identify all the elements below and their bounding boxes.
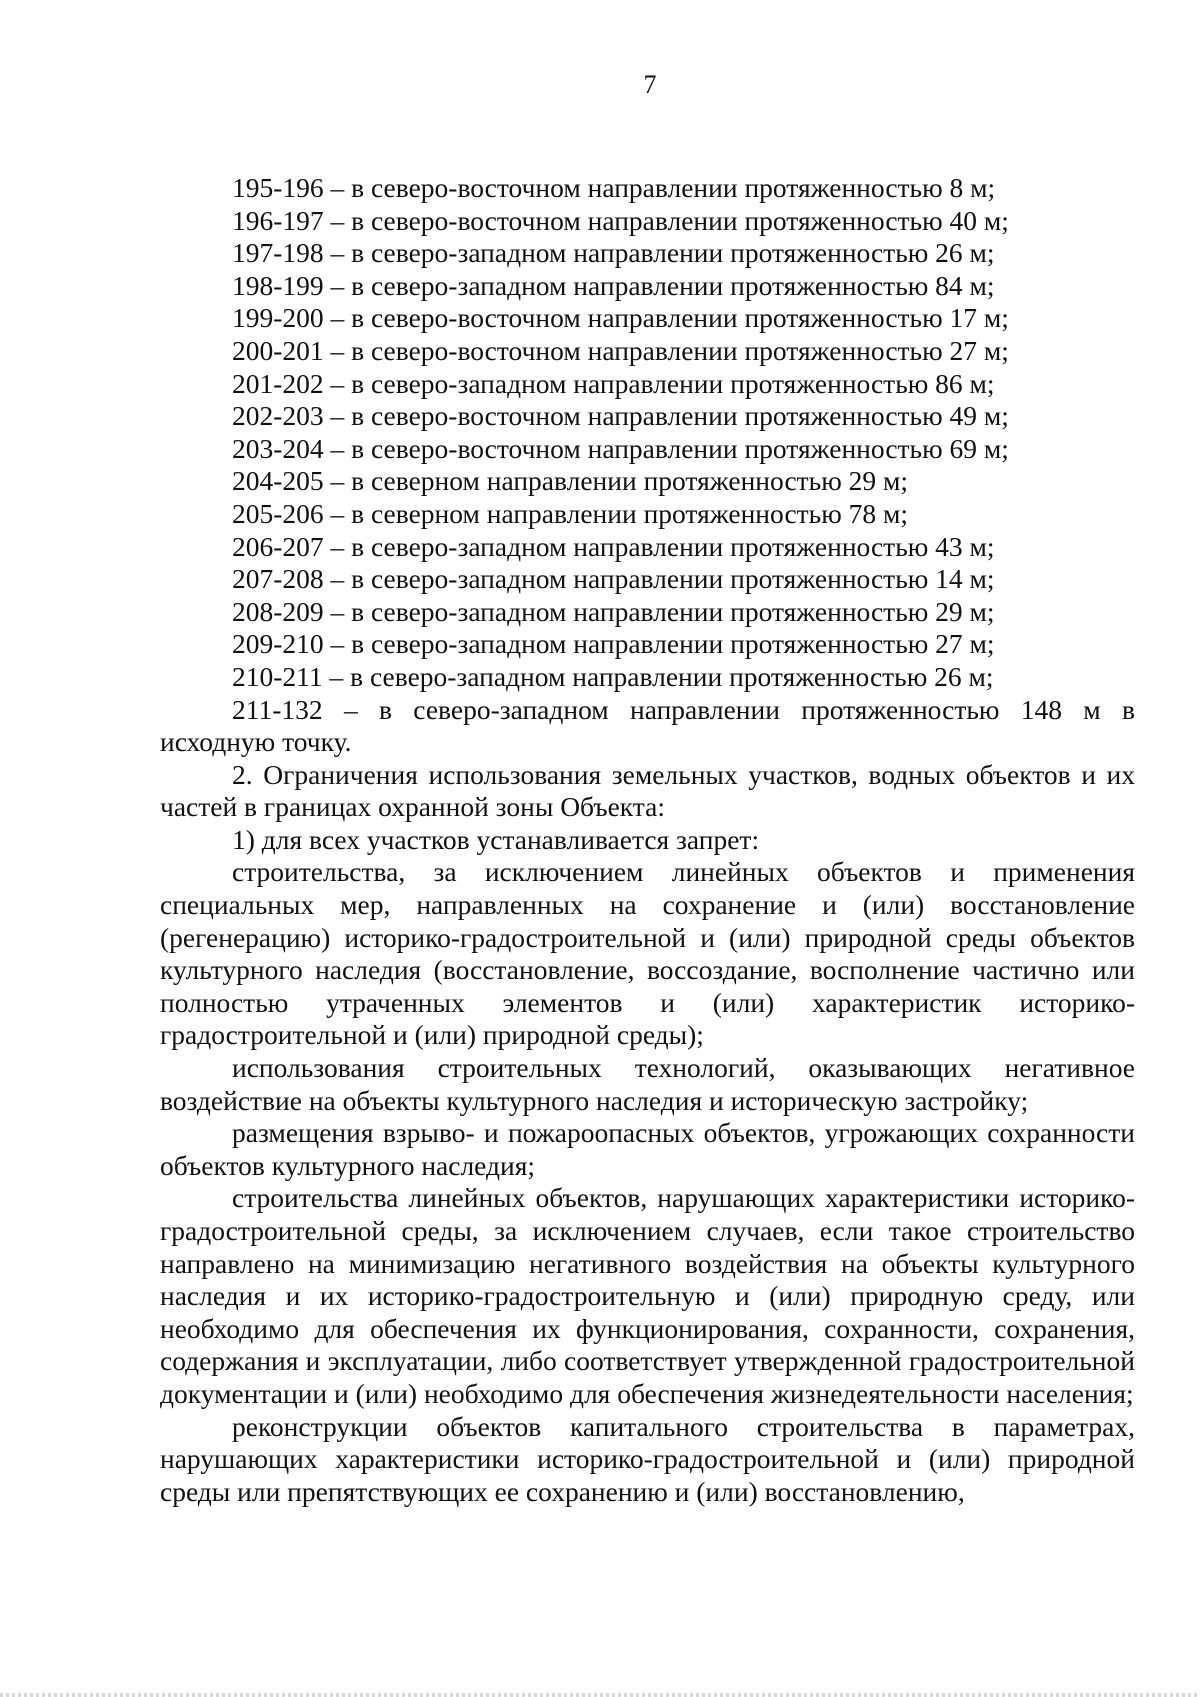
restriction-paragraph: строительства линейных объектов, нарушающих характеристики историко-градостроительной среды, за исключением случаев, если такое строительство направлено на минимизацию негативного воздействия на объекты культурного наследия и их историко-градостроительную и (или) природную среду, или необходимо для обеспечения их функционирования, сохранности, сохранения, содержания и эксплуатации, либо соответствует утвержденной градостроительной документации и (или) необходимо для обеспечения жизнедеятельности населения;	[160, 1182, 1135, 1409]
segment-line: 207-208 – в северо-западном направлении протяженностью 14 м;	[232, 563, 995, 595]
segment-line: 197-198 – в северо-западном направлении протяженностью 26 м;	[232, 237, 995, 269]
scan-bottom-edge	[0, 1693, 1200, 1697]
segment-line: 196-197 – в северо-восточном направлении протяженностью 40 м;	[232, 204, 1009, 236]
page-number: 7	[643, 70, 657, 99]
segment-line: 201-202 – в северо-западном направлении протяженностью 86 м;	[232, 367, 995, 399]
segment-line: 206-207 – в северо-западном направлении протяженностью 43 м;	[232, 530, 995, 562]
section-2-heading-paragraph: 2. Ограничения использования земельных участков, водных объектов и их частей в границах охранной зоны Объекта:	[160, 758, 1135, 823]
segment-line: 203-204 – в северо-восточном направлении протяженностью 69 м;	[232, 432, 1009, 464]
segment-line: 195-196 – в северо-восточном направлении протяженностью 8 м;	[232, 172, 996, 203]
segment-line: 210-211 – в северо-западном направлении протяженностью 26 м;	[232, 660, 994, 692]
segment-line: 198-199 – в северо-западном направлении протяженностью 84 м;	[232, 269, 995, 301]
segment-line: 205-206 – в северном направлении протяженностью 78 м;	[232, 497, 909, 529]
restriction-paragraph: реконструкции объектов капитального строительства в параметрах, нарушающих характеристики историко-градостроительной и (или) природной среды или препятствующих ее сохранению и (или) восстановлению,	[160, 1410, 1135, 1507]
segment-line: 202-203 – в северо-восточном направлении протяженностью 49 м;	[232, 400, 1009, 432]
segment-line: 204-205 – в северном направлении протяженностью 29 м;	[232, 465, 909, 497]
segment-line: 209-210 – в северо-западном направлении протяженностью 27 м;	[232, 628, 995, 660]
subsection-1-paragraph: 1) для всех участков устанавливается запрет:	[232, 823, 760, 855]
document-body	[160, 172, 1135, 1508]
final-segment-paragraph: 211-132 – в северо-западном направлении протяженностью 148 м в исходную точку.	[160, 693, 1135, 758]
segment-line: 208-209 – в северо-западном направлении протяженностью 29 м;	[232, 595, 995, 627]
segment-line: 199-200 – в северо-восточном направлении протяженностью 17 м;	[232, 302, 1009, 334]
restriction-paragraph: строительства, за исключением линейных объектов и применения специальных мер, направленных на сохранение и (или) восстановление (регенерацию) историко-градостроительной и (или) природной среды объектов культурного наследия (восстановление, воссоздание, восполнение частично или полностью утраченных элементов и (или) характеристик историко-градостроительной и (или) природной среды);	[160, 856, 1135, 1051]
restriction-paragraph: использования строительных технологий, оказывающих негативное воздействие на объекты культурного наследия и историческую застройку;	[160, 1052, 1135, 1116]
restriction-paragraph: размещения взрыво- и пожароопасных объектов, угрожающих сохранности объектов культурного наследия;	[160, 1117, 1135, 1181]
segment-line: 200-201 – в северо-восточном направлении протяженностью 27 м;	[232, 334, 1009, 366]
